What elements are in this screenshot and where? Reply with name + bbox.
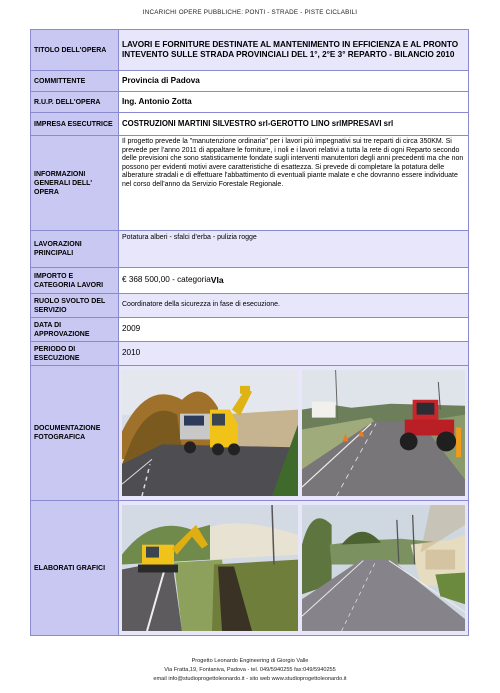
row-documentazione bbox=[31, 365, 468, 500]
excavator-truck-photo bbox=[122, 370, 298, 496]
label-elaborati: ELABORATI GRAFICI bbox=[31, 501, 119, 635]
importo-amount: € 368 500,00 - categoria bbox=[122, 275, 211, 285]
label-documentazione: DOCUMENTAZIONE FOTOGRAFICA bbox=[31, 366, 119, 500]
row-lavorazioni bbox=[31, 230, 468, 267]
footer-contacts: email info@studioprogettoleonardo.it - sito web www.studioprogettoleonardo.it bbox=[153, 676, 347, 682]
excavator-ditch-photo bbox=[122, 505, 298, 631]
row-rup bbox=[31, 91, 468, 112]
label-impresa: IMPRESA ESECUTRICE bbox=[31, 113, 119, 135]
label-data: DATA DI APPROVAZIONE bbox=[31, 318, 119, 341]
page-header: INCARICHI OPERE PUBBLICHE: PONTI - STRADE - PISTE CICLABILI bbox=[142, 9, 358, 16]
value-data: 2009 bbox=[119, 318, 468, 341]
photo-gallery bbox=[119, 366, 468, 500]
value-periodo: 2010 bbox=[119, 342, 468, 365]
importo-category: VIa bbox=[210, 275, 224, 286]
label-committente: COMMITTENTE bbox=[31, 71, 119, 91]
footer-company: Progetto Leonardo Engineering di Giorgio Valle bbox=[191, 658, 309, 664]
label-informazioni: INFORMAZIONI GENERALI DELL' OPERA bbox=[31, 136, 119, 230]
row-informazioni bbox=[31, 135, 468, 230]
label-periodo: PERIODO DI ESECUZIONE bbox=[31, 342, 119, 365]
label-ruolo: RUOLO SVOLTO DEL SERVIZIO bbox=[31, 294, 119, 317]
footer-address: Via Fratta,19, Fontaniva, Padova - tel. 049/5940255 fax:049/5940255 bbox=[164, 667, 336, 673]
row-periodo bbox=[31, 341, 468, 365]
label-titolo: TITOLO DELL'OPERA bbox=[31, 30, 119, 70]
drawing-gallery bbox=[119, 501, 468, 635]
country-road-photo bbox=[302, 505, 465, 631]
row-titolo bbox=[31, 30, 468, 70]
tractor-road-photo bbox=[302, 370, 465, 496]
row-data bbox=[31, 317, 468, 341]
label-lavorazioni: LAVORAZIONI PRINCIPALI bbox=[31, 231, 119, 267]
value-importo bbox=[119, 268, 468, 293]
value-informazioni: Il progetto prevede la "manutenzione ordinaria" per i lavori più impegnativi sui tre reparti di circa 350KM. Si prevede per l'anno 2011 di appaltare le forniture, i noli e i lavori relativi a tutta la rete di ogni Reparto secondo delle previsioni che sono statisticamente fondate sugli interventi manutentori degli anni precedenti ma che non possono per evidenti motivi avere caratteristiche di esattezza. Si prevede di completare la potatura delle alberature stradali e di effettuare l'abbattimento di eventuali piante malate e che dovranno essere individuate nel corso dell'anno da Servizio Forestale Regionale. bbox=[119, 136, 468, 230]
row-importo bbox=[31, 267, 468, 293]
label-importo: IMPORTO E CATEGORIA LAVORI bbox=[31, 268, 119, 293]
row-impresa bbox=[31, 112, 468, 135]
row-committente bbox=[31, 70, 468, 91]
value-rup: Ing. Antonio Zotta bbox=[119, 92, 468, 112]
row-elaborati bbox=[31, 500, 468, 635]
value-impresa: COSTRUZIONI MARTINI SILVESTRO srl-GEROTTO LINO srlMPRESAVI srl bbox=[119, 113, 468, 135]
value-ruolo: Coordinatore della sicurezza in fase di esecuzione. bbox=[119, 294, 468, 317]
label-rup: R.U.P. DELL'OPERA bbox=[31, 92, 119, 112]
value-lavorazioni: Potatura alberi - sfalci d'erba - pulizia rogge bbox=[119, 231, 468, 267]
row-ruolo bbox=[31, 293, 468, 317]
value-titolo: LAVORI E FORNITURE DESTINATE AL MANTENIMENTO IN EFFICIENZA E AL PRONTO INTEVENTO SULLE STRADA PROVINCIALI DEL 1°, 2°E 3° REPARTO - BILANCIO 2010 bbox=[119, 30, 468, 70]
project-sheet bbox=[30, 29, 469, 636]
value-committente: Provincia di Padova bbox=[119, 71, 468, 91]
